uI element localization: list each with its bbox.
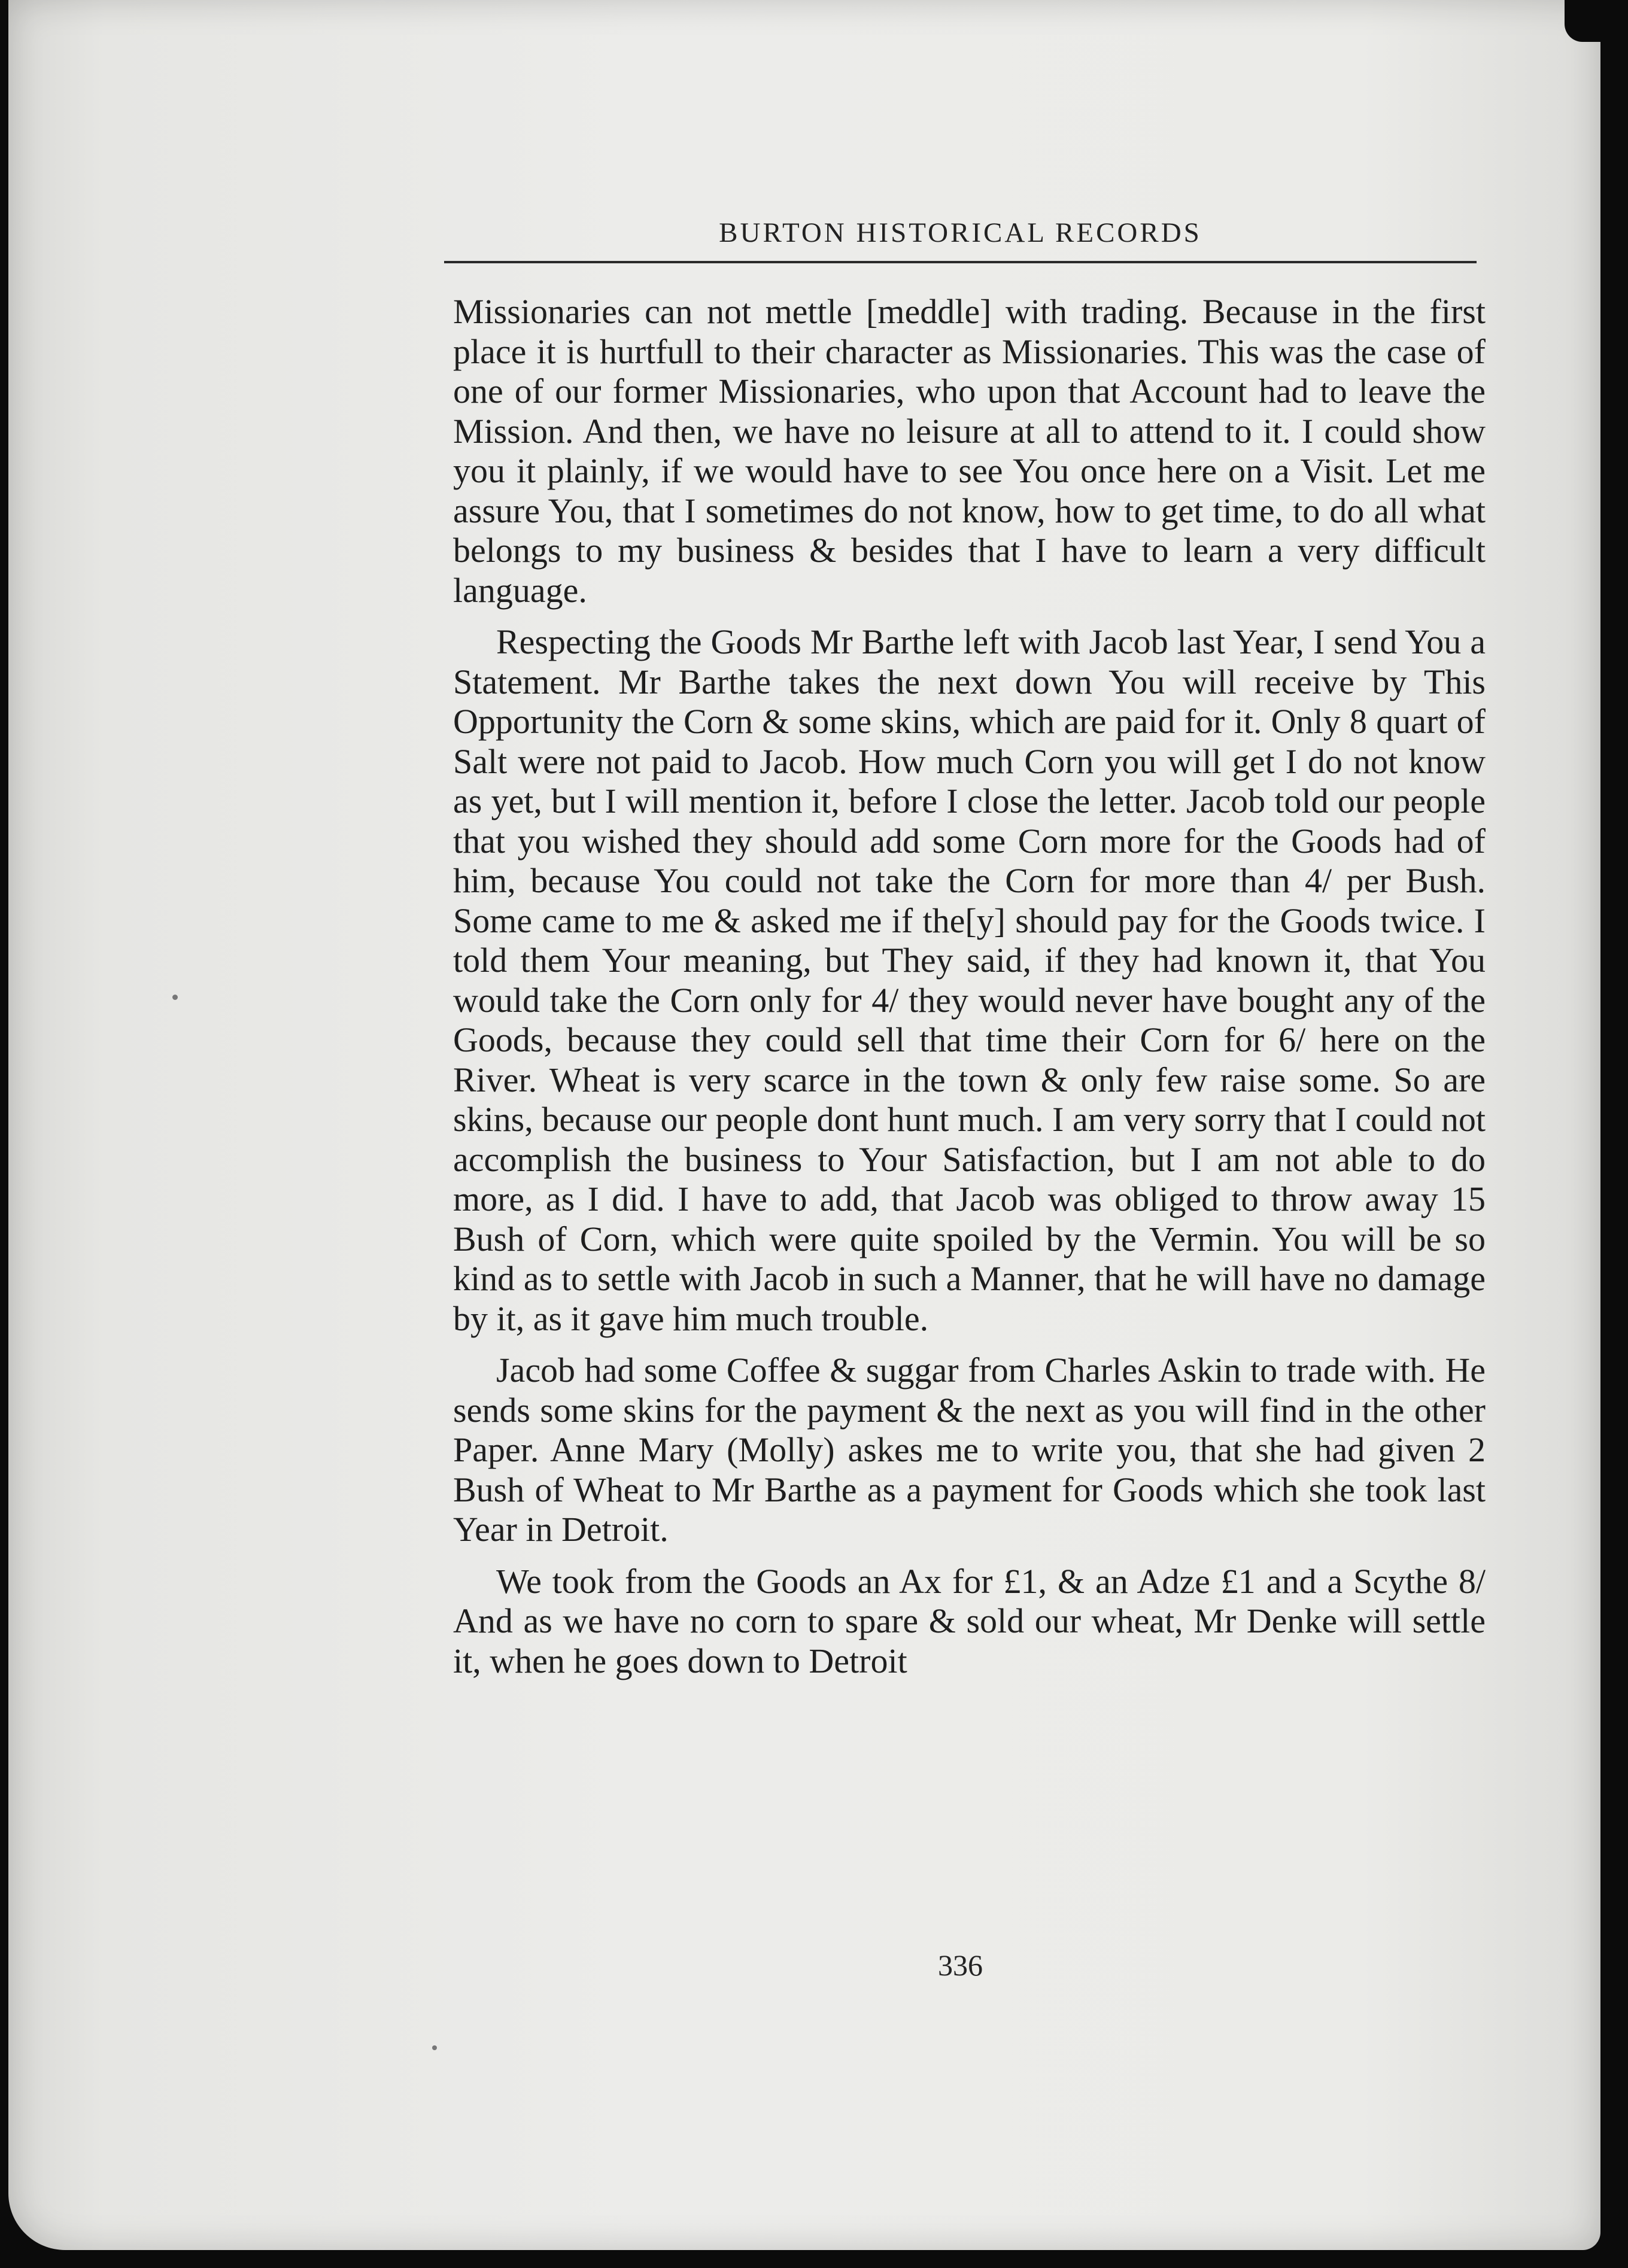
header-rule <box>444 261 1477 263</box>
paragraph-continued: Missionaries can not mettle [meddle] with trading. Because in the first place it is hurtfull to their character as Missionaries. This was the case of one of our former Missionaries, who upon that Account had to leave the Mission. And then, we have no leisure at all to attend to it. I could show you it plainly, if we would have to see You once here on a Visit. Let me assure You, that I sometimes do not know, how to get time, to do all what belongs to my business & besides that I have to learn a very difficult language. <box>453 292 1486 610</box>
paragraph: We took from the Goods an Ax for £1, & an Adze £1 and a Scythe 8/ And as we have no corn to spare & sold our wheat, Mr Denke will settle it, when he goes down to Detroit <box>453 1561 1486 1680</box>
body-text <box>453 292 1486 1681</box>
running-head: BURTON HISTORICAL RECORDS <box>719 217 1202 248</box>
page-corner-shadow <box>1565 0 1600 42</box>
page-number: 336 <box>938 1948 983 1982</box>
paragraph: Respecting the Goods Mr Barthe left with Jacob last Year, I send You a Statement. Mr Barthe takes the next down You will receive by This Opportunity the Corn & some skins, which are paid for it. Only 8 quart of Salt were not paid to Jacob. How much Corn you will get I do not know as yet, but I will mention it, before I close the letter. Jacob told our people that you wished they should add some Corn more for the Goods had of him, because You could not take the Corn for more than 4/ per Bush. Some came to me & asked me if the[y] should pay for the Goods twice. I told them Your meaning, but They said, if they had known it, that You would take the Corn only for 4/ they would never have bought any of the Goods, because they could sell that time their Corn for 6/ here on the River. Wheat is very scarce in the town & only few raise some. So are skins, because our people dont hunt much. I am very sorry that I could not accomplish the business to Your Satisfaction, but I am not able to do more, as I did. I have to add, that Jacob was obliged to throw away 15 Bush of Corn, which were quite spoiled by the Vermin. You will be so kind as to settle with Jacob in such a Manner, that he will have no damage by it, as it gave him much trouble. <box>453 622 1486 1338</box>
paper-speck <box>172 995 178 1000</box>
paragraph: Jacob had some Coffee & suggar from Charles Askin to trade with. He sends some skins for the payment & the next as you will find in the other Paper. Anne Mary (Molly) askes me to write you, that she had given 2 Bush of Wheat to Mr Barthe as a payment for Goods which she took last Year in Detroit. <box>453 1351 1486 1549</box>
paper-speck <box>432 2045 437 2050</box>
